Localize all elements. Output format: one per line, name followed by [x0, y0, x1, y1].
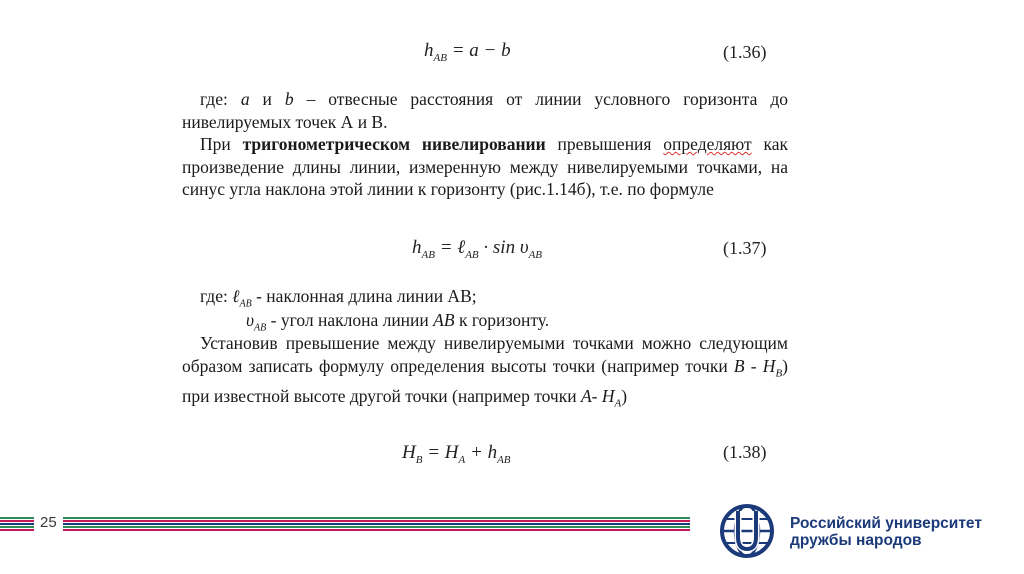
where-line-angle: $\upsilon_{AB}$ - угол наклона линии АВ к горизонту.	[246, 310, 550, 334]
footer-stripe-blue	[0, 523, 690, 525]
formula-number-1-38: (1.38)	[723, 442, 767, 462]
formula-1-38: $H_B = H_A + h_{AB}$	[402, 442, 511, 466]
formula-number-1-36: (1.36)	[723, 42, 767, 62]
paragraph-trig-leveling: При тригонометрическом нивелировании превышения определяют как произведение длины линии, измеренную между нивелируемыми точками, на синус угла наклона этой линии к горизонту (рис.1.14б), т.е. по формуле	[182, 134, 788, 199]
page-number: 25	[34, 514, 63, 531]
footer-stripe-red-2	[0, 529, 690, 531]
where-line-length: где: ℓ$_{AB}$ - наклонная длина линии АВ;	[200, 286, 477, 310]
org-name	[790, 515, 982, 549]
paragraph-where-ab: где: a и b – отвесные расстояния от линии условного горизонта до нивелируемых точек А и В.	[182, 89, 789, 132]
formula-number-1-37: (1.37)	[723, 238, 767, 258]
org-name-line2: дружбы народов	[790, 532, 922, 549]
paragraph-height-formula: Установив превышение между нивелируемыми точками можно следующим образом записать формулу определения высоты точки (например точки В - $Н_В$) при известной высоте другой точки (например точки А- $Н_А$)	[182, 333, 788, 409]
footer-stripe-red	[0, 520, 690, 522]
footer-stripes	[0, 517, 690, 531]
org-name-line1: Российский университет	[790, 515, 982, 532]
university-logo-icon	[718, 503, 776, 559]
footer-stripe-green	[0, 517, 690, 519]
formula-1-36: $h_{AB} = a - b$	[424, 40, 511, 64]
footer-stripe-green-2	[0, 526, 690, 528]
formula-1-37: $h_{AB}$ = ℓ$_{AB}$ · $\sin \upsilon_{AB}$	[412, 237, 543, 261]
